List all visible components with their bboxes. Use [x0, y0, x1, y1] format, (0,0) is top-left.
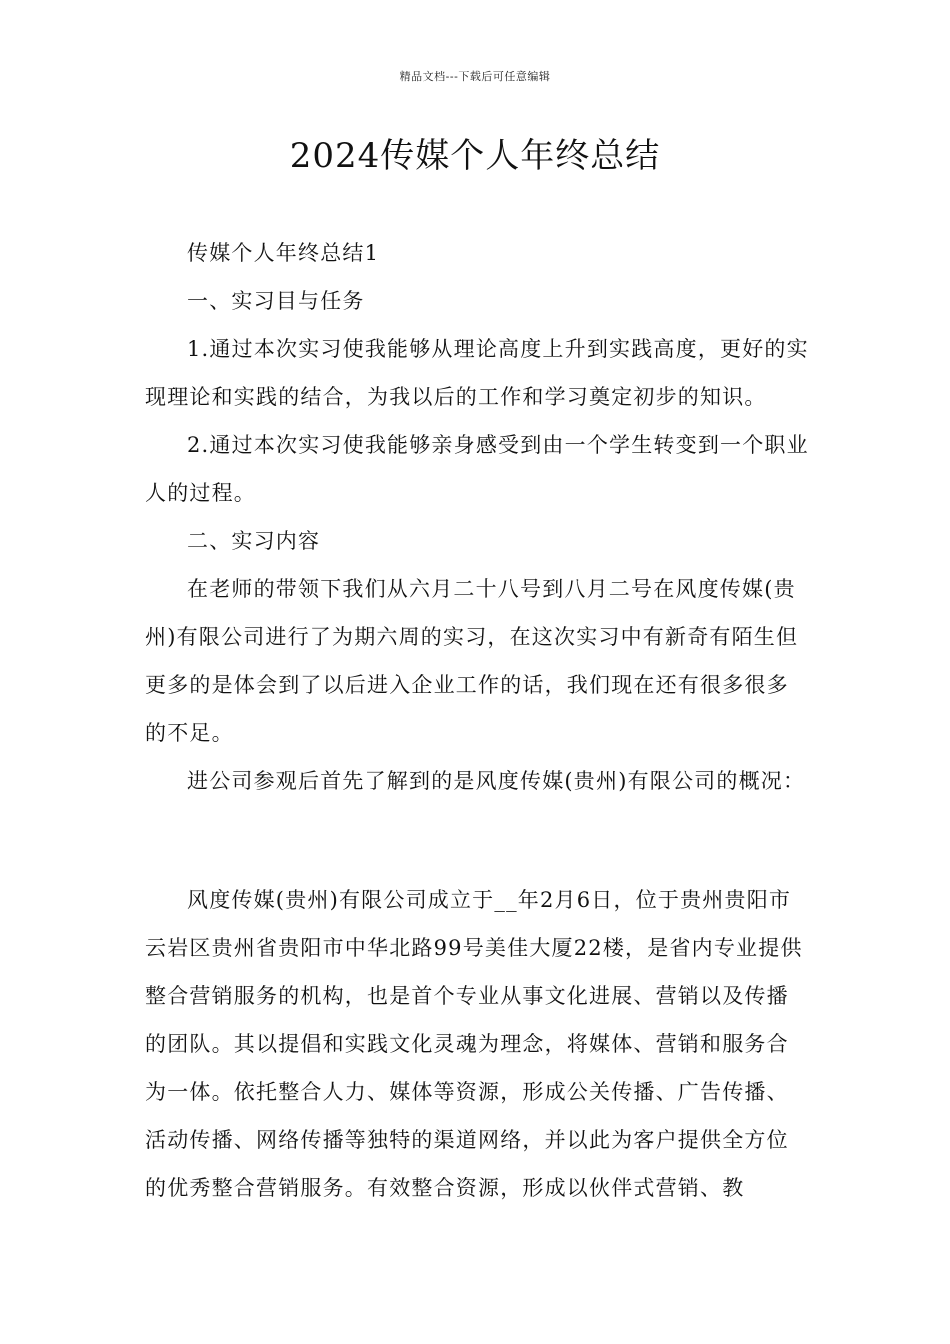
paragraph-heading-goals: 一、实习目与任务 [187, 289, 365, 313]
paragraph-goal-2: 2.通过本次实习使我能够亲身感受到由一个学生转变到一个职业人的过程。 [145, 433, 809, 505]
paragraph-heading-content: 二、实习内容 [187, 529, 321, 553]
paragraph-goal-1: 1.通过本次实习使我能够从理论高度上升到实践高度，更好的实现理论和实践的结合，为我以后的工作和学习奠定初步的知识。 [145, 337, 809, 409]
paragraph-company-description: 风度传媒(贵州)有限公司成立于__年2月6日，位于贵州贵阳市云岩区贵州省贵阳市中华北路99号美佳大厦22楼，是省内专业提供整合营销服务的机构，也是首个专业从事文化进展、营销以及传播的团队。其以提倡和实践文化灵魂为理念，将媒体、营销和服务合为一体。依托整合人力、媒体等资源，形成公关传播、广告传播、活动传播、网络传播等独特的渠道网络，并以此为客户提供全方位的优秀整合营销服务。有效整合资源，形成以伙伴式营销、教 [145, 888, 803, 1200]
paragraph-company-overview-intro: 进公司参观后首先了解到的是风度传媒(贵州)有限公司的概况： [187, 769, 806, 793]
document-body-section-1 [145, 229, 810, 805]
document-title: 2024传媒个人年终总结 [289, 136, 661, 176]
header-note: 精品文档---下载后可任意编辑 [399, 70, 551, 83]
document-body-section-2 [145, 876, 810, 1212]
paragraph-subtitle: 传媒个人年终总结1 [187, 241, 380, 265]
paragraph-internship-intro: 在老师的带领下我们从六月二十八号到八月二号在风度传媒(贵州)有限公司进行了为期六周的实习，在这次实习中有新奇有陌生但更多的是体会到了以后进入企业工作的话，我们现在还有很多很多的不足。 [145, 577, 799, 745]
